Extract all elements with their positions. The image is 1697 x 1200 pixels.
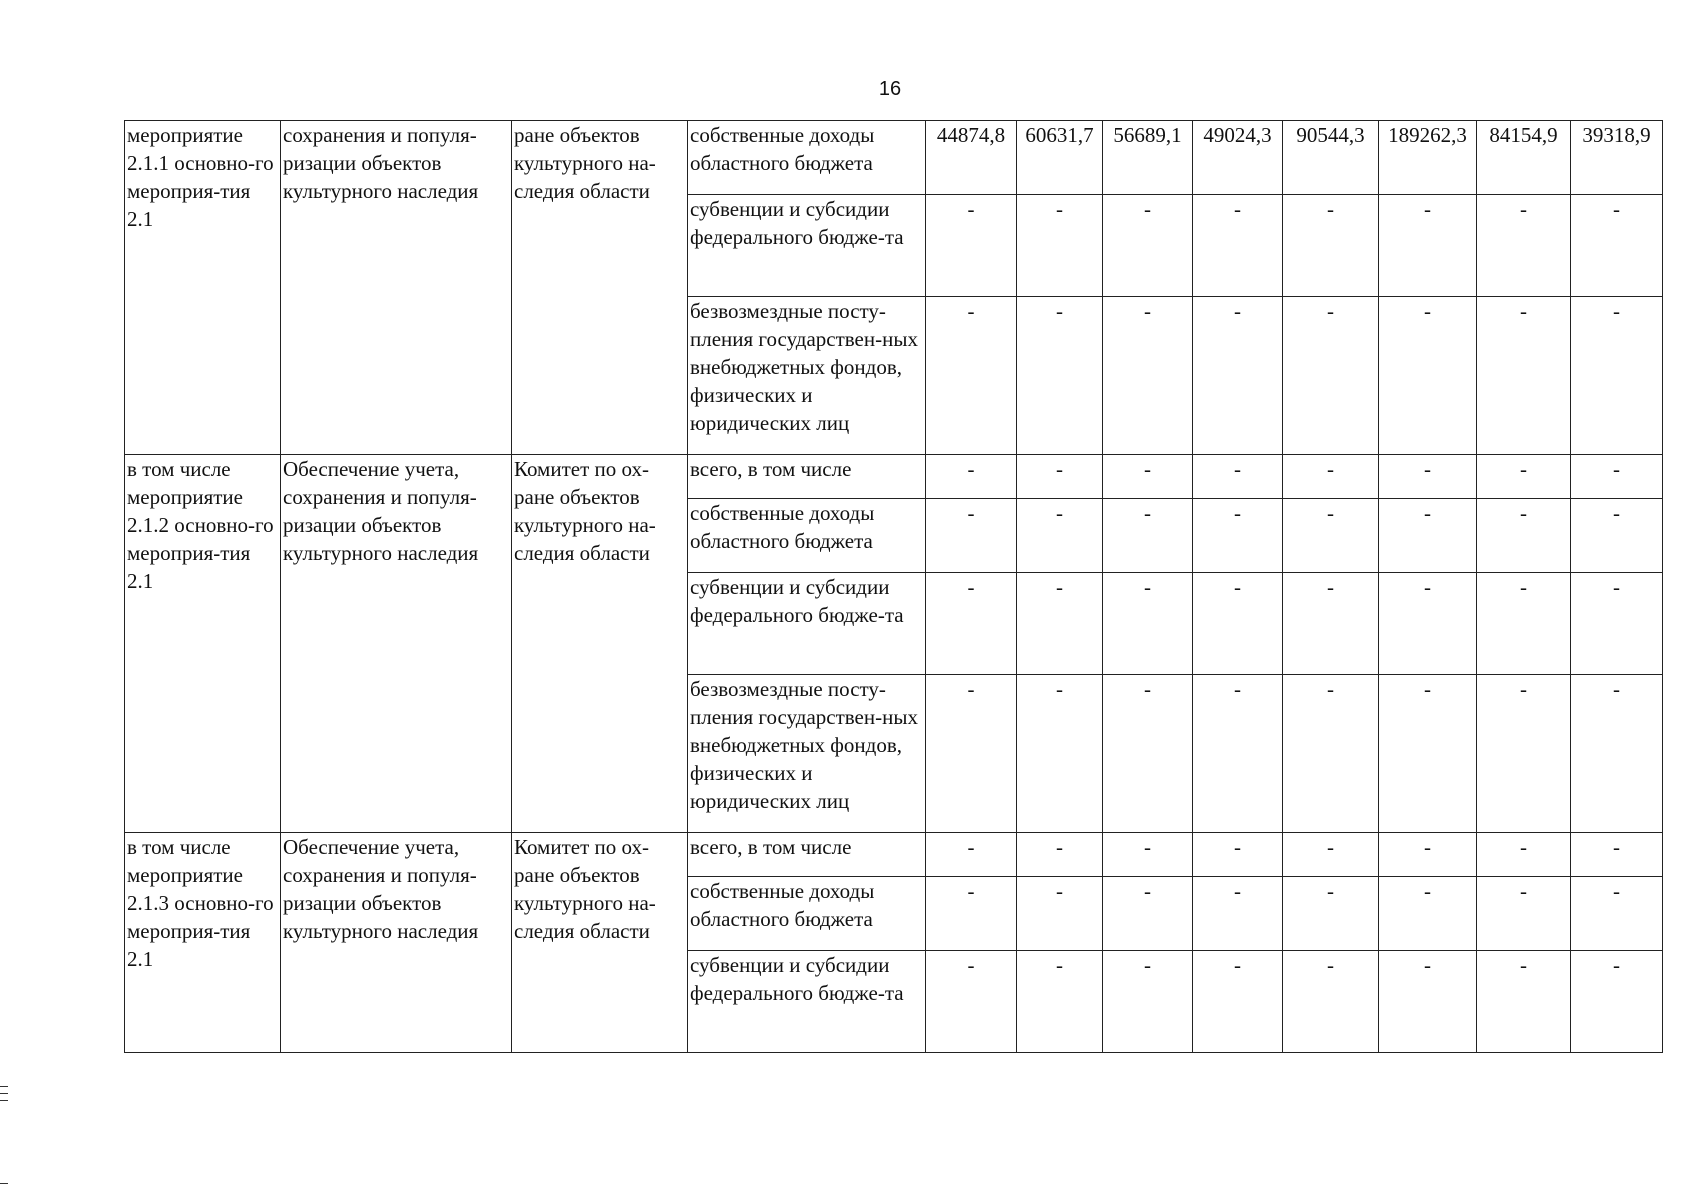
value-cell: - (1193, 455, 1283, 499)
value-cell: - (1283, 455, 1379, 499)
value-cell: 90544,3 (1283, 121, 1379, 195)
source-cell: всего, в том числе (688, 833, 926, 877)
executor-cell: ране объектов культурного на-следия области (512, 121, 688, 455)
value-cell: - (1103, 675, 1193, 833)
value-cell: - (1571, 195, 1663, 297)
value-cell: - (1193, 877, 1283, 951)
value-cell: - (1477, 573, 1571, 675)
value-cell: 84154,9 (1477, 121, 1571, 195)
value-cell: - (1193, 499, 1283, 573)
value-cell: - (1283, 499, 1379, 573)
value-cell: - (1193, 195, 1283, 297)
value-cell: - (1571, 877, 1663, 951)
value-cell: - (1193, 573, 1283, 675)
value-cell: - (1017, 951, 1103, 1053)
value-cell: - (1477, 675, 1571, 833)
value-cell: - (1477, 951, 1571, 1053)
executor-cell: Комитет по ох-ране объектов культурного на-следия области (512, 833, 688, 1053)
value-cell: - (926, 877, 1017, 951)
source-cell: субвенции и субсидии федерального бюдже-та (688, 573, 926, 675)
table-row (125, 455, 1663, 499)
value-cell: - (1477, 195, 1571, 297)
value-cell: - (1477, 833, 1571, 877)
value-cell: - (1017, 675, 1103, 833)
source-cell: субвенции и субсидии федерального бюдже-та (688, 195, 926, 297)
value-cell: - (1379, 877, 1477, 951)
value-cell: - (1571, 833, 1663, 877)
name-cell: сохранения и популя-ризации объектов культурного наследия (281, 121, 512, 455)
value-cell: - (1283, 675, 1379, 833)
value-cell: - (1283, 833, 1379, 877)
value-cell: - (1571, 951, 1663, 1053)
value-cell: - (1017, 195, 1103, 297)
value-cell: - (1193, 297, 1283, 455)
value-cell: - (1103, 455, 1193, 499)
value-cell: - (1017, 499, 1103, 573)
table-row (125, 833, 1663, 877)
value-cell: - (926, 951, 1017, 1053)
value-cell: - (1379, 455, 1477, 499)
value-cell: - (1193, 833, 1283, 877)
value-cell: - (1193, 675, 1283, 833)
value-cell: - (1017, 455, 1103, 499)
value-cell: - (1103, 297, 1193, 455)
value-cell: - (926, 833, 1017, 877)
value-cell: - (1103, 951, 1193, 1053)
source-cell: всего, в том числе (688, 455, 926, 499)
value-cell: - (1283, 573, 1379, 675)
event-cell: мероприятие 2.1.1 основно-го мероприя-тия 2.1 (125, 121, 281, 455)
source-cell: собственные доходы областного бюджета (688, 121, 926, 195)
value-cell: - (1283, 877, 1379, 951)
edge-mark (0, 1183, 8, 1184)
value-cell: - (1283, 951, 1379, 1053)
value-cell: - (926, 455, 1017, 499)
value-cell: 44874,8 (926, 121, 1017, 195)
budget-table (124, 120, 1663, 1053)
value-cell: - (926, 499, 1017, 573)
table-row (125, 121, 1663, 195)
value-cell: - (1103, 499, 1193, 573)
value-cell: - (1571, 573, 1663, 675)
value-cell: 39318,9 (1571, 121, 1663, 195)
value-cell: - (1103, 573, 1193, 675)
page-number: 16 (878, 78, 902, 100)
source-cell: безвозмездные посту-пления государствен-ных внебюджетных фондов, физических и юридических лиц (688, 297, 926, 455)
value-cell: - (1017, 833, 1103, 877)
value-cell: - (926, 195, 1017, 297)
value-cell: - (1193, 951, 1283, 1053)
value-cell: - (1477, 877, 1571, 951)
value-cell: 60631,7 (1017, 121, 1103, 195)
value-cell: - (1017, 573, 1103, 675)
value-cell: - (1379, 297, 1477, 455)
value-cell: 56689,1 (1103, 121, 1193, 195)
value-cell: 49024,3 (1193, 121, 1283, 195)
value-cell: - (1103, 195, 1193, 297)
name-cell: Обеспечение учета, сохранения и популя-ризации объектов культурного наследия (281, 455, 512, 833)
value-cell: - (926, 297, 1017, 455)
value-cell: - (1379, 195, 1477, 297)
source-cell: субвенции и субсидии федерального бюдже-та (688, 951, 926, 1053)
executor-cell: Комитет по ох-ране объектов культурного на-следия области (512, 455, 688, 833)
value-cell: - (1477, 297, 1571, 455)
value-cell: - (1103, 877, 1193, 951)
value-cell: - (1379, 675, 1477, 833)
value-cell: - (1571, 455, 1663, 499)
edge-mark (0, 1100, 8, 1101)
value-cell: - (1379, 573, 1477, 675)
value-cell: - (1379, 833, 1477, 877)
value-cell: - (1283, 297, 1379, 455)
value-cell: - (1379, 951, 1477, 1053)
value-cell: - (1103, 833, 1193, 877)
value-cell: - (926, 573, 1017, 675)
edge-mark (0, 1093, 8, 1094)
value-cell: - (926, 675, 1017, 833)
value-cell: - (1379, 499, 1477, 573)
value-cell: 189262,3 (1379, 121, 1477, 195)
value-cell: - (1571, 499, 1663, 573)
value-cell: - (1571, 297, 1663, 455)
value-cell: - (1571, 675, 1663, 833)
value-cell: - (1477, 499, 1571, 573)
event-cell: в том числе мероприятие 2.1.3 основно-го мероприя-тия 2.1 (125, 833, 281, 1053)
source-cell: собственные доходы областного бюджета (688, 877, 926, 951)
edge-mark (0, 1086, 8, 1087)
name-cell: Обеспечение учета, сохранения и популя-ризации объектов культурного наследия (281, 833, 512, 1053)
value-cell: - (1283, 195, 1379, 297)
event-cell: в том числе мероприятие 2.1.2 основно-го мероприя-тия 2.1 (125, 455, 281, 833)
source-cell: собственные доходы областного бюджета (688, 499, 926, 573)
value-cell: - (1017, 297, 1103, 455)
value-cell: - (1477, 455, 1571, 499)
value-cell: - (1017, 877, 1103, 951)
source-cell: безвозмездные посту-пления государствен-ных внебюджетных фондов, физических и юридических лиц (688, 675, 926, 833)
